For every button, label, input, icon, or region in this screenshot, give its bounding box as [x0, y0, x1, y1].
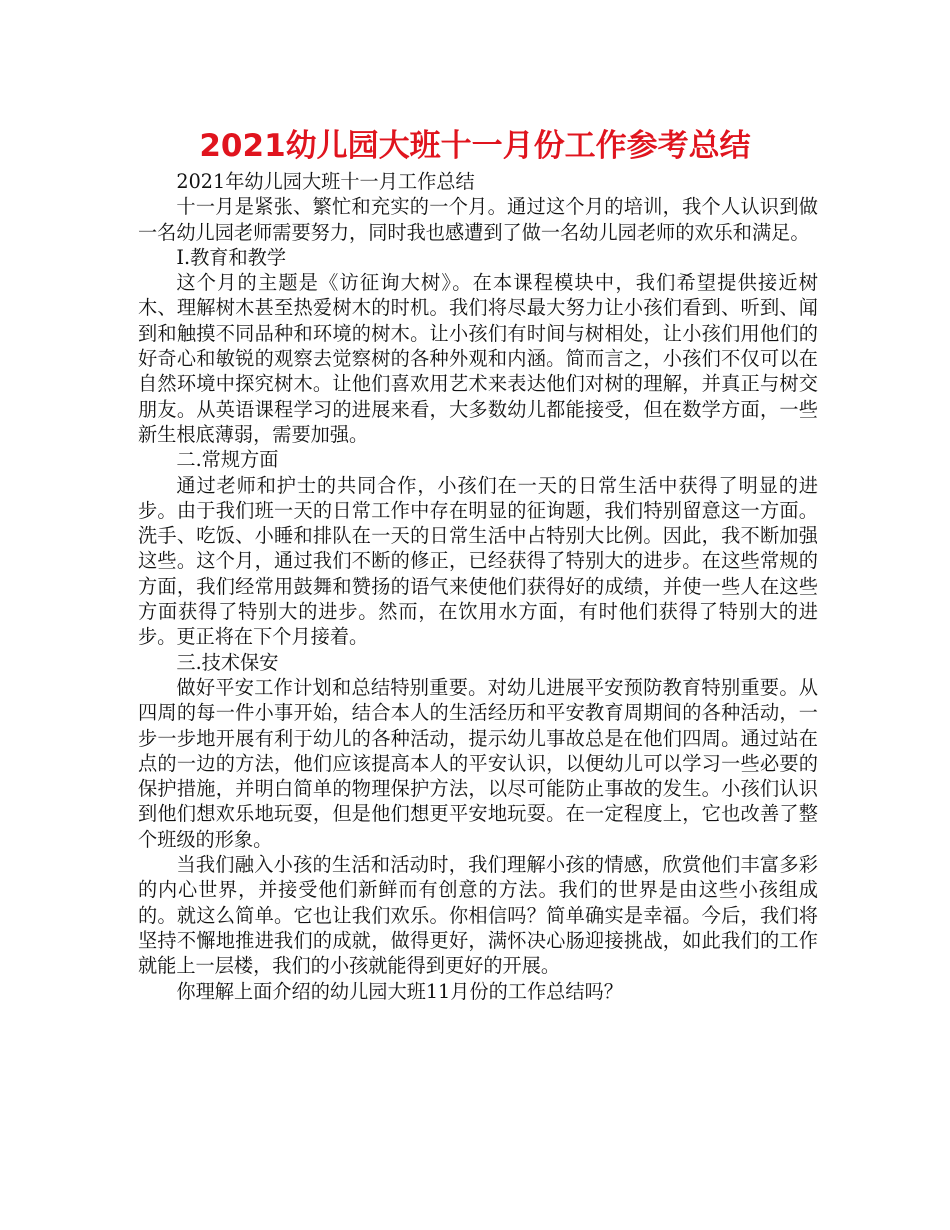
- reflection-paragraph: 当我们融入小孩的生活和活动时，我们理解小孩的情感，欣赏他们丰富多彩的内心世界，并接受他们新鲜而有创意的方法。我们的世界是由这些小孩组成的。就这么简单。它也让我们欢乐。你相信吗？简单确实是幸福。今后，我们将坚持不懈地推进我们的成就，做得更好，满怀决心肠迎接挑战，如此我们的工作就能上一层楼，我们的小孩就能得到更好的开展。: [138, 853, 818, 978]
- teaching-paragraph: 这个月的主题是《访征询大树》。在本课程模块中，我们希望提供接近树木、理解树木甚至热爱树木的时机。我们将尽最大努力让小孩们看到、听到、闻到和触摸不同品种和环境的树木。让小孩们有时间与树相处，让小孩们用他们的好奇心和敏锐的观察去觉察树的各种外观和内涵。简而言之，小孩们不仅可以在自然环境中探究树木。让他们喜欢用艺术来表达他们对树的理解，并真正与树交朋友。从英语课程学习的进展来看，大多数幼儿都能接受，但在数学方面，一些新生根底薄弱，需要加强。: [138, 271, 818, 446]
- section-heading-routine: 二.常规方面: [176, 448, 279, 472]
- document-title: 2021幼儿园大班十一月份工作参考总结: [199, 128, 751, 164]
- closing-question: 你理解上面介绍的幼儿园大班11月份的工作总结吗？: [176, 979, 623, 1003]
- routine-paragraph: 通过老师和护士的共同合作，小孩们在一天的日常生活中获得了明显的进步。由于我们班一天的日常工作中存在明显的征询题，我们特别留意这一方面。洗手、吃饭、小睡和排队在一天的日常生活中占特别大比例。因此，我不断加强这些。这个月，通过我们不断的修正，已经获得了特别大的进步。在这些常规的方面，我们经常用鼓舞和赞扬的语气来使他们获得好的成绩，并使一些人在这些方面获得了特别大的进步。然而，在饮用水方面，有时他们获得了特别大的进步。更正将在下个月接着。: [138, 473, 818, 649]
- subtitle-paragraph: 2021年幼儿园大班十一月工作总结: [176, 170, 475, 193]
- safety-paragraph: 做好平安工作计划和总结特别重要。对幼儿进展平安预防教育特别重要。从四周的每一件小事开始，结合本人的生活经历和平安教育周期间的各种活动，一步一步地开展有利于幼儿的各种活动，提示幼儿事故总是在他们四周。通过站在点的一边的方法，他们应该提高本人的平安认识，以便幼儿可以学习一些必要的保护措施，并明白简单的物理保护方法，以尽可能防止事故的发生。小孩们认识到他们想欢乐地玩耍，但是他们想更平安地玩耍。在一定程度上，它也改善了整个班级的形象。: [138, 675, 818, 851]
- document-body: [138, 169, 818, 1004]
- section-heading-teaching: Ⅰ.教育和教学: [176, 245, 287, 269]
- intro-paragraph: 十一月是紧张、繁忙和充实的一个月。通过这个月的培训，我个人认识到做一名幼儿园老师需要努力，同时我也感遭到了做一名幼儿园老师的欢乐和满足。: [138, 195, 818, 244]
- section-heading-safety: 三.技术保安: [176, 650, 279, 674]
